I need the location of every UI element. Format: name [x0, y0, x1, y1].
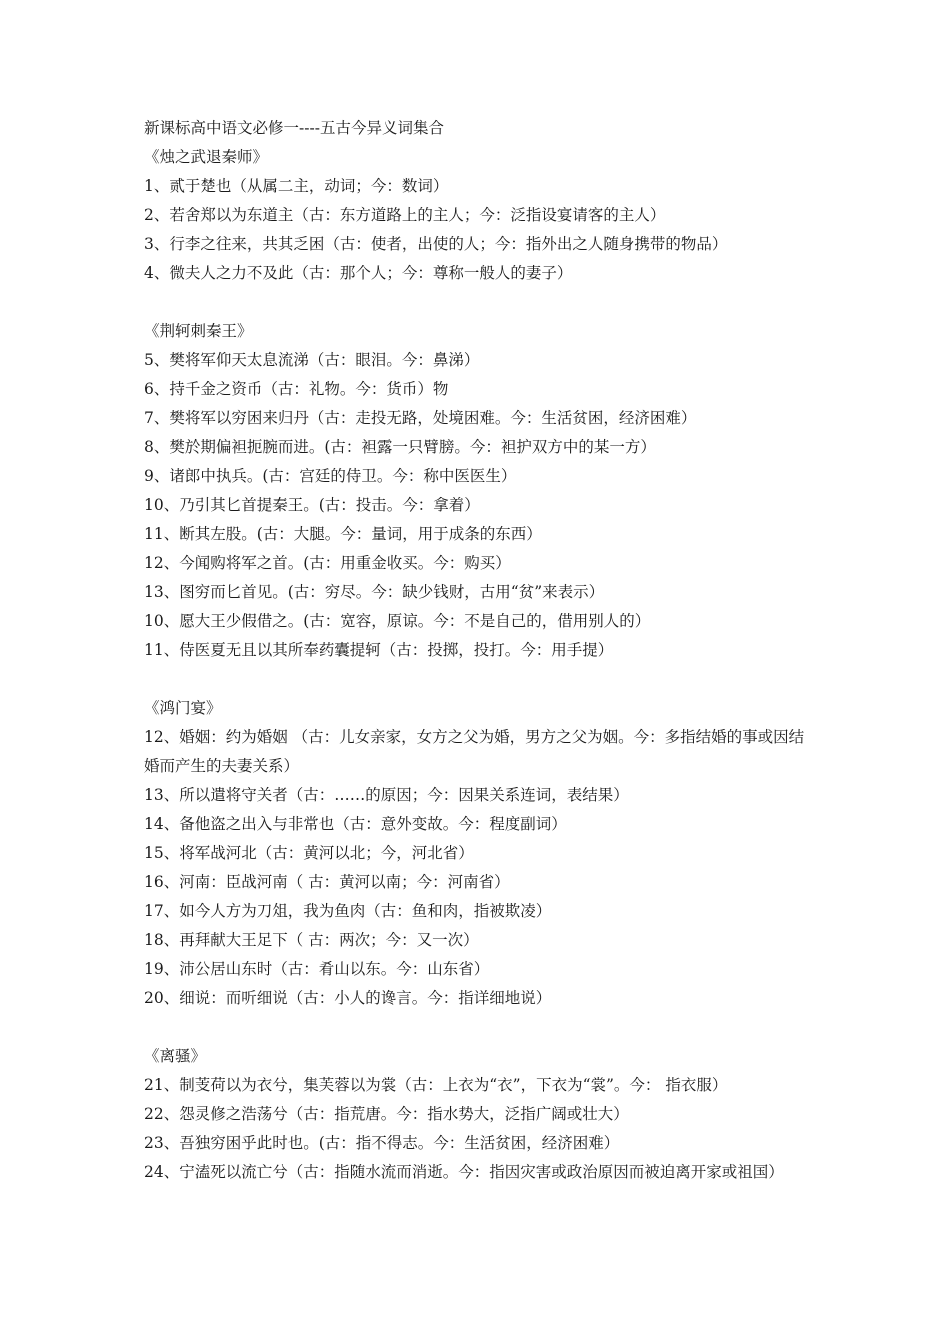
list-item: 11、侍医夏无且以其所奉药囊提轲（古：投掷，投打。今：用手提）: [144, 641, 614, 659]
list-item: 4、微夫人之力不及此（古：那个人；今：尊称一般人的妻子）: [144, 264, 573, 282]
list-item: 10、乃引其匕首提秦王。(古：投击。今：拿着）: [144, 496, 480, 514]
list-item: 13、图穷而匕首见。(古：穷尽。今：缺少钱财，古用“贫”来表示）: [144, 583, 605, 601]
list-item: 9、诸郎中执兵。(古：宫廷的侍卫。今：称中医医生）: [144, 467, 517, 485]
list-item: 19、沛公居山东时（古：肴山以东。今：山东省）: [144, 960, 490, 978]
list-item: 2、若舍郑以为东道主（古：东方道路上的主人；今：泛指设宴请客的主人）: [144, 206, 666, 224]
list-item: 21、制芰荷以为衣兮，集芙蓉以为裳（古：上衣为“衣”，下衣为“裳”。今： 指衣服）: [144, 1076, 728, 1094]
list-item: 14、备他盗之出入与非常也（古：意外变故。今：程度副词）: [144, 815, 567, 833]
section-spacer: [144, 665, 814, 694]
section-heading: 《烛之武退秦师》: [144, 148, 269, 166]
list-item: 1、贰于楚也（从属二主，动词；今：数词）: [144, 177, 449, 195]
list-item: 20、细说：而听细说（古：小人的谗言。今：指详细地说）: [144, 989, 552, 1007]
list-item: 12、今闻购将军之首。(古：用重金收买。今：购买）: [144, 554, 511, 572]
list-item: 13、所以遣将守关者（古：……的原因；今：因果关系连词，表结果）: [144, 786, 629, 804]
document-title: 新课标高中语文必修一----五古今异义词集合: [144, 119, 444, 137]
list-item: 5、樊将军仰天太息流涕（古：眼泪。今：鼻涕）: [144, 351, 480, 369]
section-heading: 《荆轲刺秦王》: [144, 322, 253, 340]
document-body: [144, 114, 814, 1187]
section-spacer: [144, 288, 814, 317]
list-item: 23、吾独穷困乎此时也。(古：指不得志。今：生活贫困，经济困难）: [144, 1134, 620, 1152]
list-item: 8、樊於期偏袒扼腕而进。(古：袒露一只臂膀。今：袒护双方中的某一方）: [144, 438, 656, 456]
list-item: 17、如今人方为刀俎，我为鱼肉（古：鱼和肉，指被欺凌）: [144, 902, 552, 920]
list-item: 16、河南：臣战河南（ 古：黄河以南；今：河南省）: [144, 873, 510, 891]
section-spacer: [144, 1013, 814, 1042]
list-item: 3、行李之往来，共其乏困（古：使者，出使的人；今：指外出之人随身携带的物品）: [144, 235, 728, 253]
section-heading: 《离骚》: [144, 1047, 207, 1065]
list-item: 18、再拜献大王足下（ 古：两次；今：又一次）: [144, 931, 479, 949]
list-item: 22、怨灵修之浩荡兮（古：指荒唐。今：指水势大，泛指广阔或壮大）: [144, 1105, 629, 1123]
list-item: 15、将军战河北（古：黄河以北；今，河北省）: [144, 844, 474, 862]
list-item: 6、持千金之资币（古：礼物。今：货币）物: [144, 380, 449, 398]
section-heading: 《鸿门宴》: [144, 699, 222, 717]
list-item: 12、婚姻：约为婚姻 （古：儿女亲家，女方之父为婚，男方之父为姻。今：多指结婚的事或因结婚而产生的夫妻关系）: [144, 728, 805, 775]
list-item: 11、断其左股。(古：大腿。今：量词，用于成条的东西）: [144, 525, 542, 543]
list-item: 7、樊将军以穷困来归丹（古：走投无路，处境困难。今：生活贫困，经济困难）: [144, 409, 697, 427]
list-item: 24、宁溘死以流亡兮（古：指随水流而消逝。今：指因灾害或政治原因而被迫离开家或祖国）: [144, 1163, 784, 1181]
list-item: 10、愿大王少假借之。(古：宽容，原谅。今：不是自己的，借用别人的）: [144, 612, 651, 630]
